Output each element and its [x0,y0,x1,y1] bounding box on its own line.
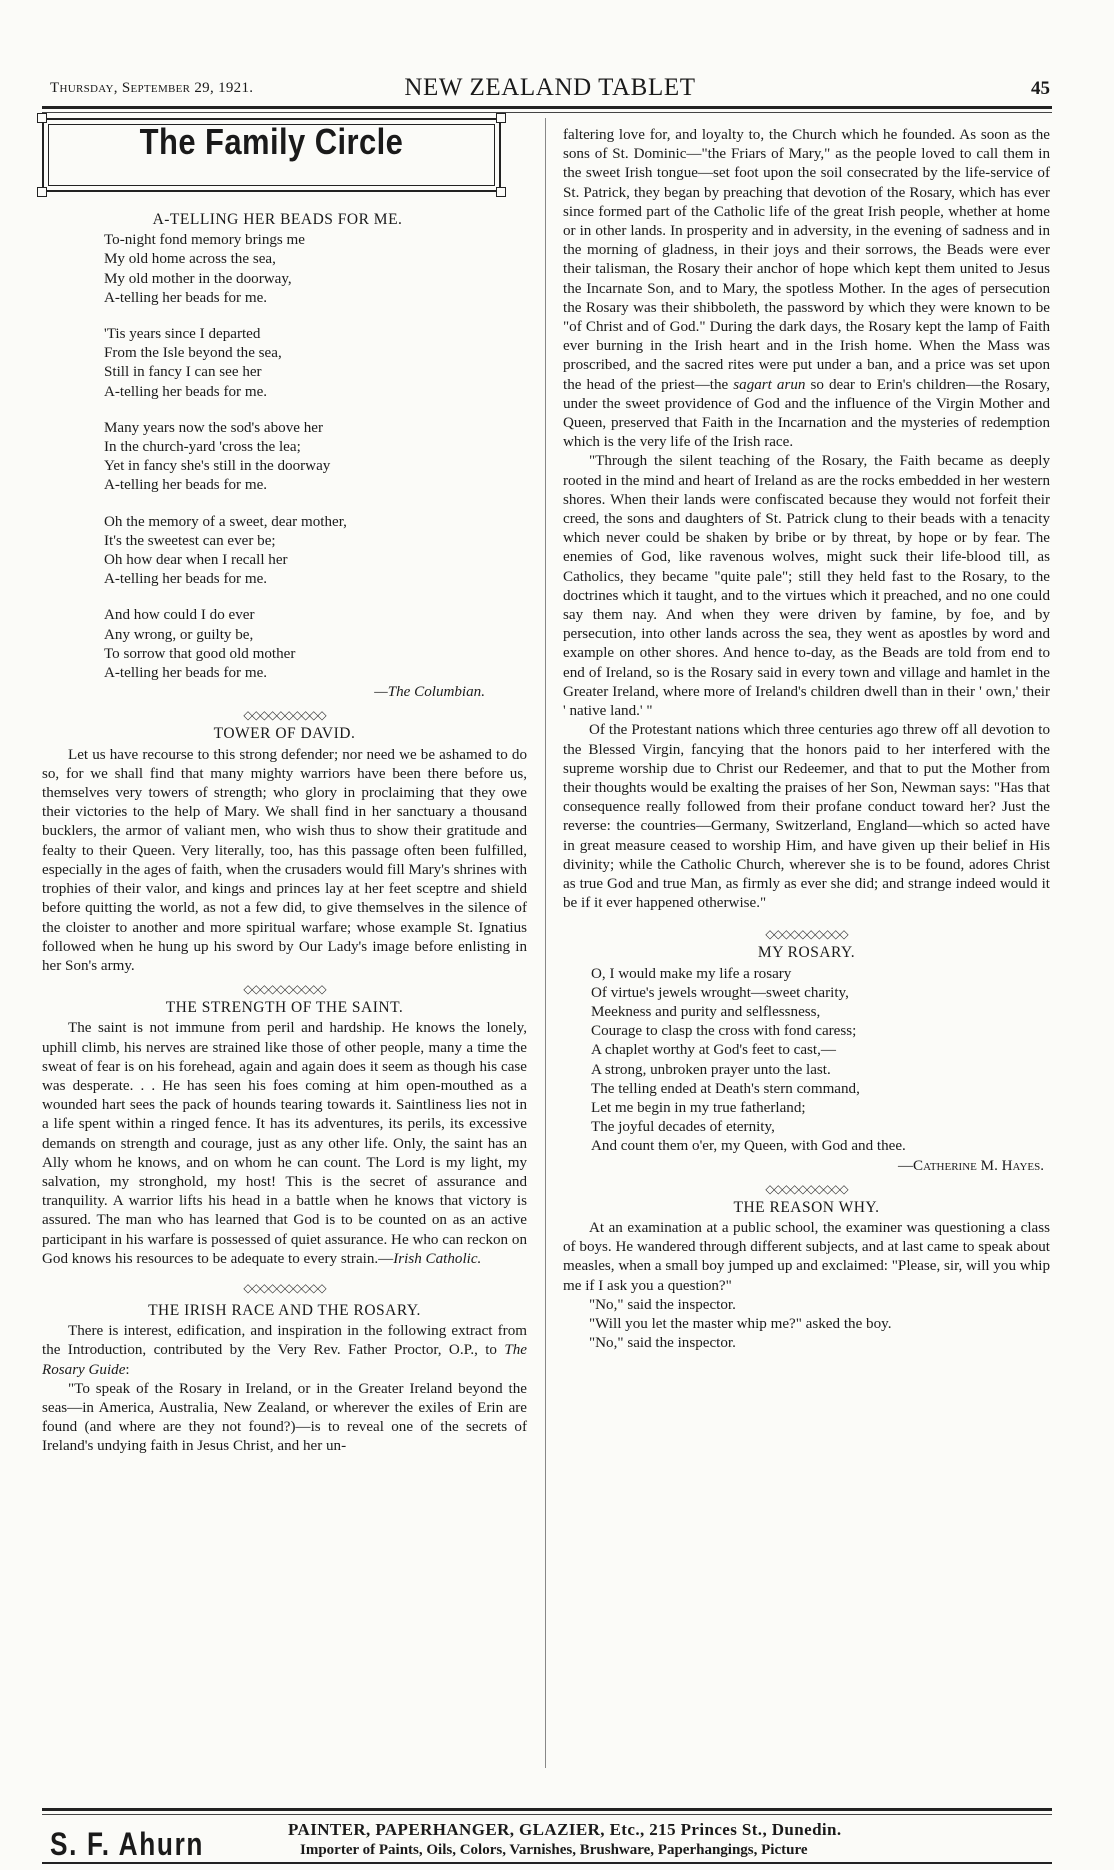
section-title: The Family Circle [139,121,404,162]
poem-line: My old mother in the doorway, [104,270,292,287]
header-rule-thin [42,112,1052,113]
advertiser-name: S. F. Ahurn [50,1826,205,1862]
poem-line: My old home across the sea, [104,251,276,268]
poem-attribution: —The Columbian. [374,684,485,701]
stanza [104,606,527,683]
irish-phrase: sagart arun [733,376,806,393]
poem-telling-beads [104,231,527,683]
corner-ornament [496,113,506,123]
poem-line: Oh how dear when I recall her [104,552,288,569]
article-body [42,1019,527,1269]
corner-ornament [496,187,506,197]
page-number: 45 [1031,78,1050,99]
ornament-divider: ◇◇◇◇◇◇◇◇◇◇ [243,708,326,723]
poem-line: The telling ended at Death's stern command, [591,1080,860,1097]
poem-line: 'Tis years since I departed [104,326,261,343]
article-paragraph: At an examination at a public school, the examiner was questioning a class of boys. He wandered through different subjects, and at last came to speak about measles, when a small boy jumped up and exclaimed: "Please, sir, will you whip me if I ask you a question?" [563,1219,1050,1294]
poem-line: The joyful decades of eternity, [591,1119,775,1136]
header-rule [42,106,1052,109]
footer-bottom-rule [42,1862,1052,1864]
article-title: THE IRISH RACE AND THE ROSARY. [148,1301,421,1319]
stanza [104,231,527,308]
article-continuation [563,126,1050,452]
article-title: THE REASON WHY. [733,1198,880,1216]
book-title: The Rosary Guide [42,1342,527,1378]
poem-line: Any wrong, or guilty be, [104,626,254,643]
poem-line: To sorrow that good old mother [104,645,296,662]
footer-rule [42,1808,1052,1811]
article-title: TOWER OF DAVID. [213,725,356,743]
advertisement-line: PAINTER, PAPERHANGER, GLAZIER, Etc., 215 Princes St., Dunedin. [288,1820,842,1839]
continuation-text: so dear to Erin's children—the Rosary, under the sweet providence of God and the influence of the Virgin Mother and Queen, preserved that Faith in the Incarnation and the mysteries of redemption which is the very life of the Irish race. [563,376,1050,451]
poem-line: O, I would make my life a rosary [591,965,792,982]
stanza [104,513,527,590]
poem-line: A chaplet worthy at God's feet to cast,— [591,1042,836,1059]
poem-line: Courage to clasp the cross with fond caress; [591,1023,857,1040]
poem-line: A-telling her beads for me. [104,571,268,588]
poem-line: A-telling her beads for me. [104,289,268,306]
poem-line: From the Isle beyond the sea, [104,345,282,362]
poem-attribution: —Catherine M. Hayes. [897,1157,1044,1174]
article-quote: "To speak of the Rosary in Ireland, or in the Greater Ireland beyond the seas—in America, Australia, New Zealand, or wherever the exiles of Erin are found (and where are they not found?)—is to reveal one of the secrets of Ireland's undying faith in Jesus Christ, and her un- [42,1380,527,1455]
poem-line: A-telling her beads for me. [104,665,268,682]
article-paragraph: "Will you let the master whip me?" asked the boy. [589,1315,892,1332]
continuation-text: faltering love for, and loyalty to, the Church which he founded. As soon as the sons of St. Dominic—"the Friars of Mary," as the people loved to call them in the sweet Irish tongue—set foot upon the soil consecrated by the life-service of St. Patrick, they began by preaching that devotion of the Rosary, which has ever since formed part of the Catholic life of the great Irish people, whether at home or in other lands. In prosperity and in adversity, in the evening of sadness and in the morning of gladness, in their joys and their sorrows, the Beads were ever their talisman, the Rosary their anchor of hope which kept them united to Jesus the Incarnate Son, and to Mary, the spotless Mother. In the ages of persecution the Rosary was their shibboleth, the password by which they were known to be "of Christ and of God." During the dark days, the Rosary kept the lamp of Faith ever burning in the Irish heart and in the Irish home. When the Mass was proscribed, and the sacred rites were put under a ban, and a price was set upon the head of the priest—the [563,127,1050,393]
article-body: Let us have recourse to this strong defender; nor need we be ashamed to do so, for we shall find that many mighty warriors have been there before us, themselves very towers of strength; who glory in proclaiming that they owe their victories to the help of Mary. We shall find in her sanctuary a thousand bucklers, the armor of valiant men, who wish thus to show their gratitude and fealty to their Queen. Very literally, too, has this passage often been fulfilled, especially in the ages of faith, when the crusaders would fill Mary's shrines with trophies of their valor, and kings and princes lay at her feet sceptre and shield before quitting the world, as not a few did, to give themselves in the silence of the cloister to another and more spiritual warfare; whose example St. Ignatius followed when he hung up his sword by Our Lady's image before enlisting in her Son's army. [42,746,527,974]
corner-ornament [37,113,47,123]
poem-line: Many years now the sod's above her [104,419,324,436]
column-divider [545,118,546,1768]
intro-colon: : [125,1361,130,1378]
article-paragraph: "No," said the inspector. [589,1296,736,1313]
poem-line: It's the sweetest can ever be; [104,532,276,549]
poem-line: A-telling her beads for me. [104,383,268,400]
stanza [104,419,527,496]
advertisement-line: Importer of Paints, Oils, Colors, Varnishes, Brushware, Paperhangings, Picture [300,1842,808,1858]
poem-line: Let me begin in my true fatherland; [591,1099,806,1116]
poem-my-rosary [591,965,1050,1157]
poem-title: A-TELLING HER BEADS FOR ME. [152,211,403,228]
page-header [50,74,1050,102]
intro-text: There is interest, edification, and inspiration in the following extract from the Introduction, contributed by the Very Rev. Father Proctor, O.P., to [42,1323,527,1359]
article-paragraph: "Through the silent teaching of the Rosary, the Faith became as deeply rooted in the mind and heart of Ireland as are the rocks embedded in her western shores. When their lands were confiscated because they would not forfeit their creed, the sons and daughters of St. Patrick clung to their beads with a tenacity which never could be shaken by bribe or by threat, by hope or by fear. The enemies of God, like ravenous wolves, might suck their life-blood till, as Catholics, they became "quite pale"; still they held fast to the Rosary, to the doctrines which it taught, and to the virtues which it preached, and no one could say them nay. And when they were driven by famine, by foe, and by persecution, into other lands across the sea, they went as apostles by word and example on other shores. And hence to-day, as the Beads are told from end to end of Ireland, so is the Rosary said in every town and village and hamlet in the Greater Ireland, where more of Ireland's children dwell than in their ' own,' their ' native land.' " [563,453,1050,720]
article-text: The saint is not immune from peril and hardship. He knows the lonely, uphill climb, his nerves are strained like those of other people, many a time the sweat of fear is on his forehead, again and again does it seem as though his case was desperate. . . He has seen his foes coming at him open-mouthed as a wounded hart sees the pack of hounds tearing towards it. Saintliness lies not in a life spent within a ringed fence. It has its adventures, its perils, its excessive demands on strength and courage, just as any other life. Only, the saint has an Ally whom he knows, and on whom he can count. The Lord is my light, my salvation, my stronghold, my host! This is the secret of assurance and tranquility. A warrior lifts his head in a battle when he knows that victory is assured. The man who has learned that God is to be counted on as an active participant in his warfare is possessed of quiet assurance. He who can reckon on God knows his resources to be adequate to every strain.— [42,1020,527,1267]
poem-line: Yet in fancy she's still in the doorway [104,458,331,475]
poem-line: A strong, unbroken prayer unto the last. [591,1061,831,1078]
poem-line: And how could I do ever [104,607,255,624]
poem-title: MY ROSARY. [757,944,856,962]
article-source: Irish Catholic. [393,1250,482,1267]
article-title: THE STRENGTH OF THE SAINT. [165,999,404,1017]
corner-ornament [37,187,47,197]
poem-line: In the church-yard 'cross the lea; [104,439,301,456]
poem-line: A-telling her beads for me. [104,477,268,494]
article-intro [42,1322,527,1380]
ornament-divider: ◇◇◇◇◇◇◇◇◇◇ [243,982,326,997]
left-column [42,118,527,1457]
ornament-divider: ◇◇◇◇◇◇◇◇◇◇ [243,1280,326,1295]
poem-line: Still in fancy I can see her [104,364,262,381]
article-paragraph: "No," said the inspector. [589,1335,736,1352]
right-column [563,126,1050,1353]
poem-line: Meekness and purity and selflessness, [591,1003,821,1020]
masthead-title: NEW ZEALAND TABLET [404,74,696,101]
poem-line: And count them o'er, my Queen, with God and thee. [591,1138,906,1155]
family-circle-banner [42,118,501,192]
poem-line: Oh the memory of a sweet, dear mother, [104,513,347,530]
poem-line: Of virtue's jewels wrought—sweet charity, [591,984,849,1001]
issue-date: Thursday, September 29, 1921. [50,80,254,96]
ornament-divider: ◇◇◇◇◇◇◇◇◇◇ [765,927,848,942]
stanza [104,325,527,402]
ornament-divider: ◇◇◇◇◇◇◇◇◇◇ [765,1181,848,1196]
poem-line: To-night fond memory brings me [104,232,306,249]
article-paragraph: Of the Protestant nations which three centuries ago threw off all devotion to the Blessed Virgin, fancying that the honors paid to her interfered with the supreme worship due to Christ our Redeemer, and that to put the Mother from their thoughts would be exalting the praises of her Son, Newman says: "Has that consequence really followed from their profane conduct toward her? Just the reverse: the countries—Germany, Switzerland, England—which so acted have in great measure ceased to worship Him, and have given up their belief in His divinity; while the Catholic Church, wherever she is to be found, adores Christ as true God and true Man, as firmly as ever she did; and strange indeed would it be if it ever happened otherwise." [563,722,1050,912]
footer-rule-thin [42,1814,1052,1815]
